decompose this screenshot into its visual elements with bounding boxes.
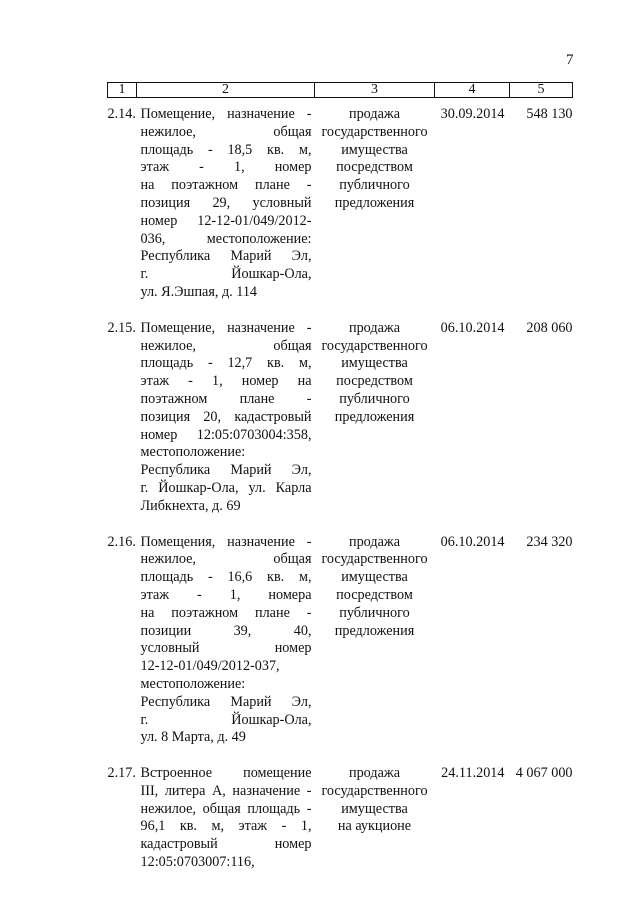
sale-method-line: публичного bbox=[339, 390, 410, 407]
description-line: г. Йошкар-Ола, bbox=[140, 266, 312, 283]
description-line: номер 12-12-01/049/2012- bbox=[140, 212, 312, 229]
row-number: 2.15. bbox=[107, 319, 136, 336]
sale-method-line: на аукционе bbox=[337, 818, 412, 835]
sale-date: 06.10.2014 bbox=[440, 319, 505, 336]
sale-method bbox=[315, 765, 435, 890]
description-line: г. Йошкар-Ола, ул. Карла bbox=[140, 479, 312, 496]
description-line: ул. 8 Марта, д. 49 bbox=[140, 729, 246, 746]
sale-method-line: имущества bbox=[341, 141, 408, 158]
description-line: нежилое, общая bbox=[140, 123, 312, 140]
description-line: этаж - 1, номер bbox=[140, 159, 312, 176]
row-number: 2.16. bbox=[107, 533, 136, 550]
sale-method-line: предложения bbox=[334, 622, 415, 639]
description-line: 96,1 кв. м, этаж - 1, bbox=[140, 818, 312, 835]
sale-method-line: имущества bbox=[341, 355, 408, 372]
description-line: Помещение, назначение - bbox=[140, 319, 312, 336]
header-col-4: 4 bbox=[435, 83, 510, 98]
sale-method-line: предложения bbox=[334, 194, 415, 211]
description-line: ул. Я.Эшпая, д. 114 bbox=[140, 283, 258, 300]
property-sale-table bbox=[107, 82, 573, 890]
description-line: позиции 39, 40, bbox=[140, 622, 312, 639]
sale-price: 234 320 bbox=[526, 533, 573, 550]
sale-method-line: государственного bbox=[321, 123, 428, 140]
row-number: 2.14. bbox=[107, 106, 136, 122]
sale-method bbox=[315, 98, 435, 320]
description-line: Помещение, назначение - bbox=[140, 106, 312, 122]
description-line: нежилое, общая bbox=[140, 551, 312, 568]
sale-method-line: продажа bbox=[349, 319, 400, 336]
header-col-5: 5 bbox=[510, 83, 573, 98]
table-row bbox=[108, 98, 573, 320]
page-number: 7 bbox=[566, 52, 574, 68]
row-number: 2.17. bbox=[107, 765, 136, 782]
sale-method bbox=[315, 320, 435, 534]
sale-price: 208 060 bbox=[526, 319, 573, 336]
sale-method-line: продажа bbox=[349, 765, 400, 782]
sale-method-line: посредством bbox=[336, 373, 413, 390]
description-line: позиция 20, кадастровый bbox=[140, 408, 312, 425]
sale-method-line: имущества bbox=[341, 569, 408, 586]
description-line: Республика Марий Эл, bbox=[140, 248, 312, 265]
description-line: 12-12-01/049/2012-037, bbox=[140, 658, 280, 675]
header-col-1: 1 bbox=[108, 83, 137, 98]
description-line: Республика Марий Эл, bbox=[140, 462, 312, 479]
sale-price: 4 067 000 bbox=[515, 765, 573, 782]
sale-method-line: продажа bbox=[349, 106, 400, 122]
property-description bbox=[137, 534, 315, 766]
sale-method-line: публичного bbox=[339, 177, 410, 194]
property-description bbox=[137, 320, 315, 534]
description-line: номер 12:05:0703004:358, bbox=[140, 426, 312, 443]
header-col-3: 3 bbox=[315, 83, 435, 98]
description-line: местоположение: bbox=[140, 444, 246, 461]
description-line: Республика Марий Эл, bbox=[140, 693, 312, 710]
description-line: нежилое, общая bbox=[140, 337, 312, 354]
description-line: г. Йошкар-Ола, bbox=[140, 711, 312, 728]
sale-method-line: посредством bbox=[336, 586, 413, 603]
description-line: поэтажном плане - bbox=[140, 390, 312, 407]
description-line: этаж - 1, номер на bbox=[140, 373, 312, 390]
sale-method-line: государственного bbox=[321, 337, 428, 354]
description-line: Помещения, назначение - bbox=[140, 533, 312, 550]
description-line: нежилое, общая площадь - bbox=[140, 800, 312, 817]
description-line: позиция 29, условный bbox=[140, 194, 312, 211]
table-row bbox=[108, 320, 573, 534]
sale-method-line: публичного bbox=[339, 604, 410, 621]
description-line: на поэтажном плане - bbox=[140, 177, 312, 194]
table-row bbox=[108, 765, 573, 890]
header-col-2: 2 bbox=[137, 83, 315, 98]
description-line: 12:05:0703007:116, bbox=[140, 854, 255, 871]
description-line: площадь - 18,5 кв. м, bbox=[140, 141, 312, 158]
sale-method bbox=[315, 534, 435, 766]
table-header bbox=[108, 83, 573, 98]
sale-price: 548 130 bbox=[526, 106, 573, 122]
sale-method-line: имущества bbox=[341, 800, 408, 817]
description-line: 036, местоположение: bbox=[140, 230, 312, 247]
sale-method-line: посредством bbox=[336, 159, 413, 176]
description-line: кадастровый номер bbox=[140, 836, 312, 853]
sale-method-line: государственного bbox=[321, 551, 428, 568]
table-body bbox=[108, 98, 573, 890]
property-description bbox=[137, 98, 315, 320]
sale-date: 24.11.2014 bbox=[441, 765, 505, 782]
description-line: этаж - 1, номера bbox=[140, 586, 312, 603]
description-line: Либкнехта, д. 69 bbox=[140, 497, 241, 514]
description-line: местоположение: bbox=[140, 675, 246, 692]
property-description bbox=[137, 765, 315, 890]
description-line: площадь - 16,6 кв. м, bbox=[140, 569, 312, 586]
description-line: на поэтажном плане - bbox=[140, 604, 312, 621]
description-line: III, литера А, назначение - bbox=[140, 782, 312, 799]
description-line: условный номер bbox=[140, 640, 312, 657]
description-line: Встроенное помещение bbox=[140, 765, 312, 782]
sale-method-line: продажа bbox=[349, 533, 400, 550]
sale-method-line: государственного bbox=[321, 782, 428, 799]
table-row bbox=[108, 534, 573, 766]
sale-method-line: предложения bbox=[334, 408, 415, 425]
description-line: площадь - 12,7 кв. м, bbox=[140, 355, 312, 372]
sale-date: 30.09.2014 bbox=[440, 106, 505, 122]
sale-date: 06.10.2014 bbox=[440, 533, 505, 550]
